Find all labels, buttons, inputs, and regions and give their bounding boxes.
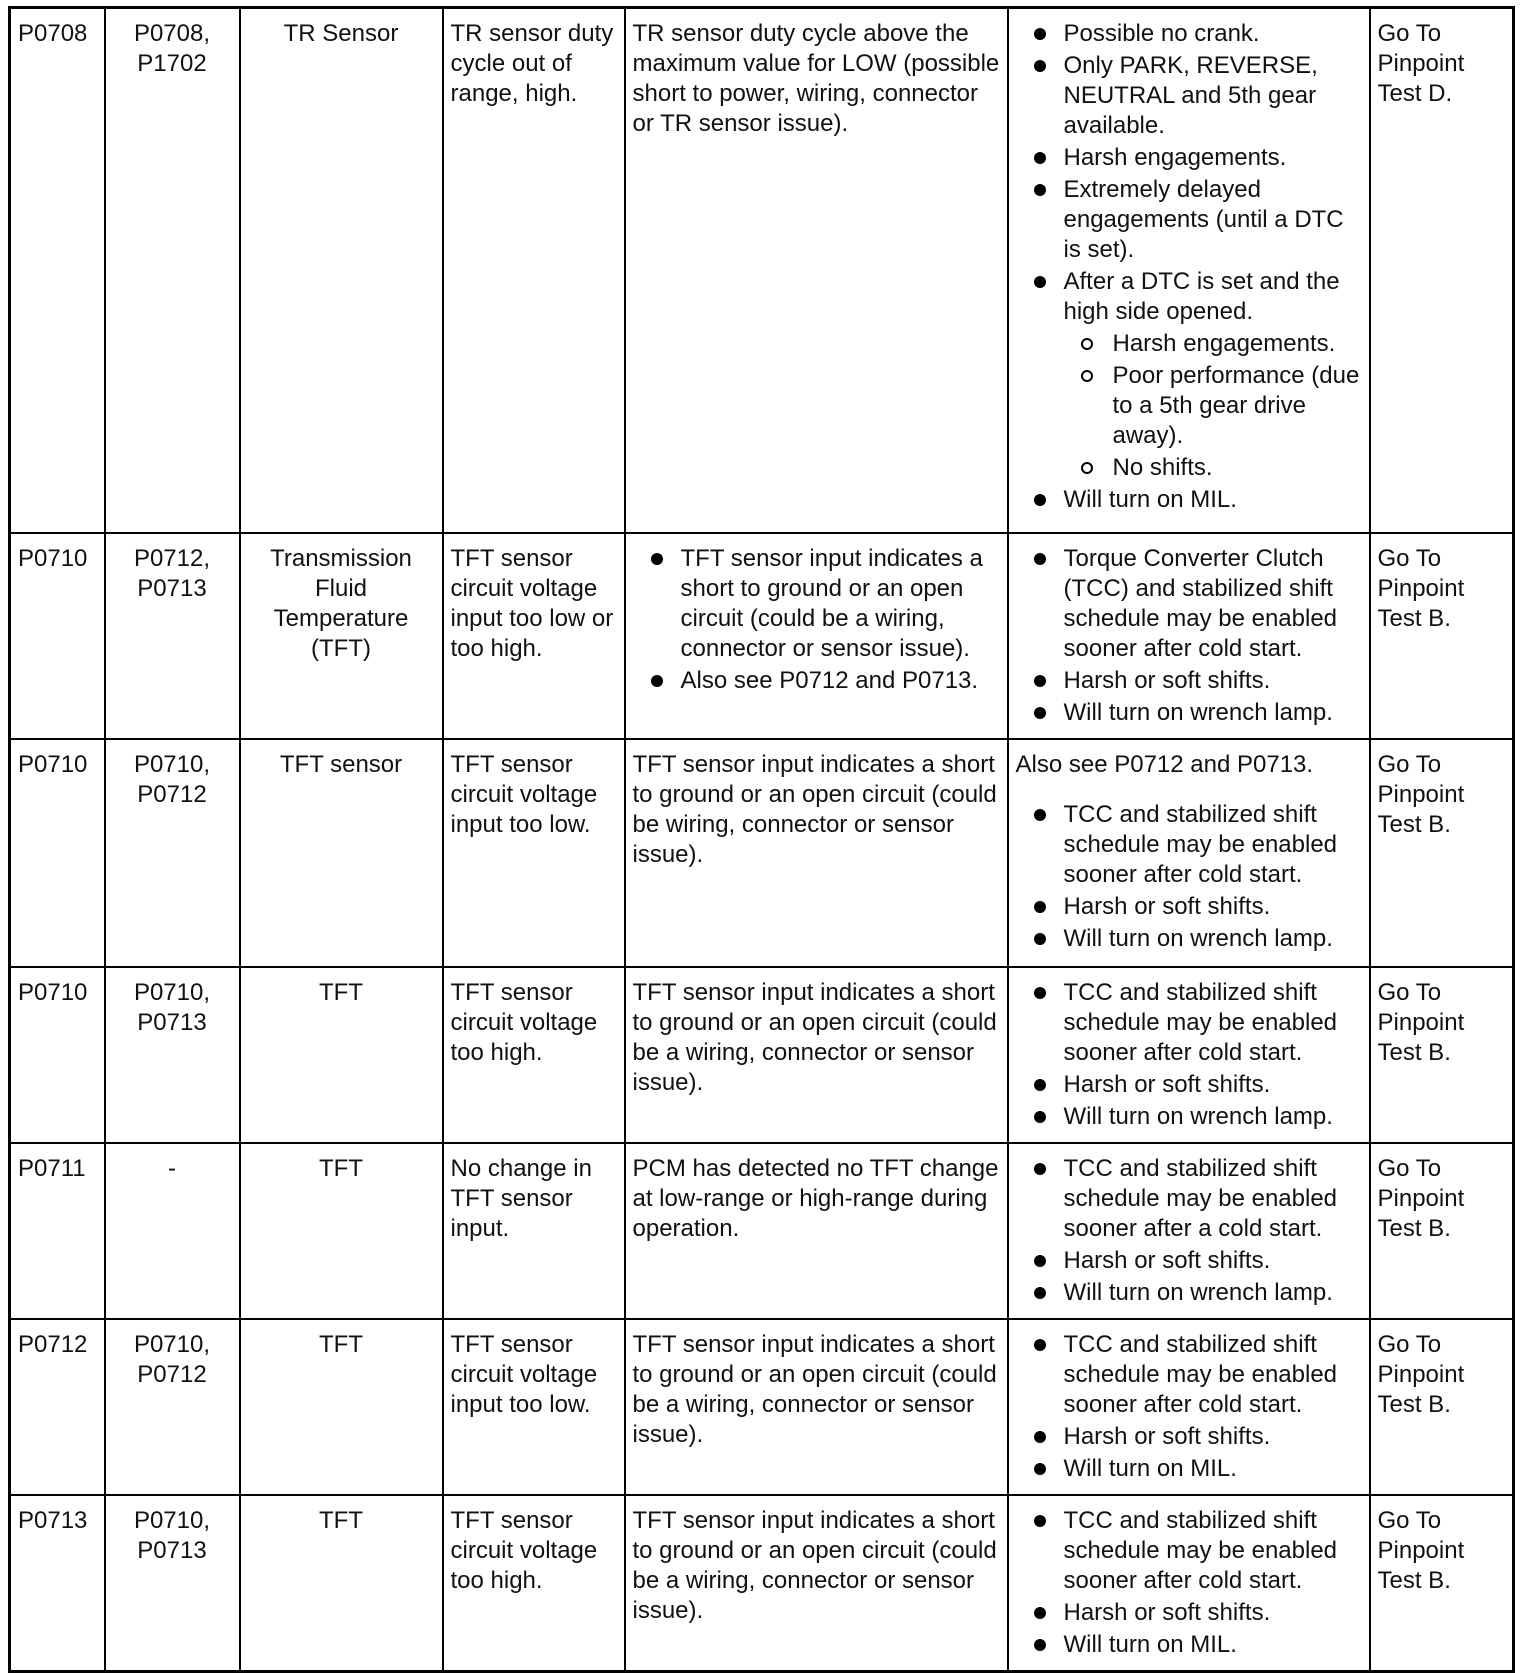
related-dtcs <box>105 533 240 739</box>
component-name: TFT <box>240 1143 443 1319</box>
action-cell: Go To Pinpoint Test B. <box>1370 1495 1514 1672</box>
action-cell: Go To Pinpoint Test B. <box>1370 1319 1514 1495</box>
symptoms-cell <box>1008 1143 1370 1319</box>
component-name: TR Sensor <box>240 8 443 533</box>
symptom-item: Harsh or soft shifts. <box>1016 1422 1362 1452</box>
related-dtcs <box>105 8 240 533</box>
symptom-item: Harsh or soft shifts. <box>1016 1246 1362 1276</box>
symptom-sublist <box>1064 329 1362 483</box>
component-name: TFT <box>240 1495 443 1672</box>
dtc-description: TFT sensor circuit voltage input too low. <box>443 1319 625 1495</box>
action-cell: Go To Pinpoint Test B. <box>1370 1143 1514 1319</box>
condition-list <box>633 544 1000 696</box>
symptoms-cell <box>1008 967 1370 1143</box>
symptom-item: Harsh or soft shifts. <box>1016 1070 1362 1100</box>
related-dtcs-text: P0708, P1702 <box>133 20 211 77</box>
condition-text: PCM has detected no TFT change at low-range or high-range during operation. <box>625 1143 1008 1319</box>
symptom-item: Only PARK, REVERSE, NEUTRAL and 5th gear available. <box>1016 51 1362 141</box>
symptom-item: Harsh or soft shifts. <box>1016 1598 1362 1628</box>
related-dtcs <box>105 1495 240 1672</box>
symptoms-cell <box>1008 739 1370 967</box>
related-dtcs-text: - <box>168 1154 176 1182</box>
related-dtcs-text: P0710, P0713 <box>133 1506 211 1564</box>
condition-text: TFT sensor input indicates a short to ground or an open circuit (could be wiring, connector or sensor issue). <box>625 739 1008 967</box>
symptom-item: Will turn on MIL. <box>1016 485 1362 515</box>
symptom-item: TCC and stabilized shift schedule may be enabled sooner after a cold start. <box>1016 1154 1362 1244</box>
symptoms-cell <box>1008 1495 1370 1672</box>
symptom-list <box>1016 544 1362 728</box>
condition-text: TFT sensor input indicates a short to ground or an open circuit (could be a wiring, connector or sensor issue). <box>625 1495 1008 1672</box>
symptom-item: TCC and stabilized shift schedule may be enabled sooner after cold start. <box>1016 978 1362 1068</box>
dtc-description: TFT sensor circuit voltage input too low. <box>443 739 625 967</box>
action-cell: Go To Pinpoint Test B. <box>1370 739 1514 967</box>
dtc-code: P0708 <box>10 8 105 533</box>
action-cell: Go To Pinpoint Test D. <box>1370 8 1514 533</box>
dtc-description: TFT sensor circuit voltage input too low or too high. <box>443 533 625 739</box>
related-dtcs-text: P0710, P0712 <box>133 750 211 808</box>
related-dtcs <box>105 967 240 1143</box>
table-row <box>10 739 1514 967</box>
symptom-item: Will turn on wrench lamp. <box>1016 1102 1362 1132</box>
table-row <box>10 1495 1514 1672</box>
related-dtcs-text: P0712, P0713 <box>133 544 211 602</box>
symptom-item: Will turn on wrench lamp. <box>1016 698 1362 728</box>
component-name: TFT <box>240 1319 443 1495</box>
symptoms-intro: Also see P0712 and P0713. <box>1015 750 1314 778</box>
symptom-item: Will turn on MIL. <box>1016 1630 1362 1660</box>
symptom-item: Harsh or soft shifts. <box>1016 666 1362 696</box>
symptom-item: Torque Converter Clutch (TCC) and stabilized shift schedule may be enabled sooner after cold start. <box>1016 544 1362 664</box>
symptom-item: TCC and stabilized shift schedule may be enabled sooner after cold start. <box>1016 1506 1362 1596</box>
dtc-description: TR sensor duty cycle out of range, high. <box>443 8 625 533</box>
component-name: Transmission Fluid Temperature (TFT) <box>240 533 443 739</box>
symptom-item: Will turn on MIL. <box>1016 1454 1362 1484</box>
symptoms-cell <box>1008 1319 1370 1495</box>
dtc-description: No change in TFT sensor input. <box>443 1143 625 1319</box>
dtc-code: P0711 <box>10 1143 105 1319</box>
table-row <box>10 1319 1514 1495</box>
condition-text: TR sensor duty cycle above the maximum value for LOW (possible short to power, wiring, connector or TR sensor issue). <box>625 8 1008 533</box>
symptom-subitem: Poor performance (due to a 5th gear drive away). <box>1064 361 1362 451</box>
dtc-code: P0712 <box>10 1319 105 1495</box>
condition-cell <box>625 533 1008 739</box>
dtc-code: P0710 <box>10 739 105 967</box>
condition-text: TFT sensor input indicates a short to ground or an open circuit (could be a wiring, connector or sensor issue). <box>625 1319 1008 1495</box>
dtc-table <box>8 6 1515 1673</box>
table-row <box>10 967 1514 1143</box>
symptoms-cell <box>1008 8 1370 533</box>
symptom-item-text: After a DTC is set and the high side opened. <box>1063 268 1340 325</box>
component-name: TFT <box>240 967 443 1143</box>
symptom-subitem: Harsh engagements. <box>1064 329 1362 359</box>
action-cell: Go To Pinpoint Test B. <box>1370 967 1514 1143</box>
symptom-item: TCC and stabilized shift schedule may be enabled sooner after cold start. <box>1016 1330 1362 1420</box>
symptom-subitem: No shifts. <box>1064 453 1362 483</box>
symptom-item: Harsh engagements. <box>1016 143 1362 173</box>
dtc-description: TFT sensor circuit voltage too high. <box>443 1495 625 1672</box>
symptom-item: Extremely delayed engagements (until a DTC is set). <box>1016 175 1362 265</box>
related-dtcs-text: P0710, P0712 <box>133 1330 211 1388</box>
dtc-code: P0710 <box>10 533 105 739</box>
related-dtcs-text: P0710, P0713 <box>133 978 211 1036</box>
symptom-item: Will turn on wrench lamp. <box>1016 924 1362 954</box>
condition-item: Also see P0712 and P0713. <box>633 666 1000 696</box>
related-dtcs <box>105 739 240 967</box>
symptom-list <box>1016 19 1362 515</box>
symptom-list <box>1016 1506 1362 1660</box>
table-row <box>10 1143 1514 1319</box>
table-row <box>10 8 1514 533</box>
symptom-item: Possible no crank. <box>1016 19 1362 49</box>
symptom-list <box>1016 800 1362 954</box>
symptom-item: Will turn on wrench lamp. <box>1016 1278 1362 1308</box>
related-dtcs <box>105 1319 240 1495</box>
symptom-item <box>1016 267 1362 483</box>
condition-item: TFT sensor input indicates a short to ground or an open circuit (could be a wiring, connector or sensor issue). <box>633 544 1000 664</box>
symptom-list <box>1016 978 1362 1132</box>
symptom-list <box>1016 1330 1362 1484</box>
table-row <box>10 533 1514 739</box>
related-dtcs <box>105 1143 240 1319</box>
symptom-list <box>1016 1154 1362 1308</box>
symptoms-cell <box>1008 533 1370 739</box>
dtc-code: P0713 <box>10 1495 105 1672</box>
condition-text: TFT sensor input indicates a short to ground or an open circuit (could be a wiring, connector or sensor issue). <box>625 967 1008 1143</box>
dtc-code: P0710 <box>10 967 105 1143</box>
symptom-item: Harsh or soft shifts. <box>1016 892 1362 922</box>
symptom-item: TCC and stabilized shift schedule may be enabled sooner after cold start. <box>1016 800 1362 890</box>
component-name: TFT sensor <box>240 739 443 967</box>
dtc-description: TFT sensor circuit voltage too high. <box>443 967 625 1143</box>
action-cell: Go To Pinpoint Test B. <box>1370 533 1514 739</box>
